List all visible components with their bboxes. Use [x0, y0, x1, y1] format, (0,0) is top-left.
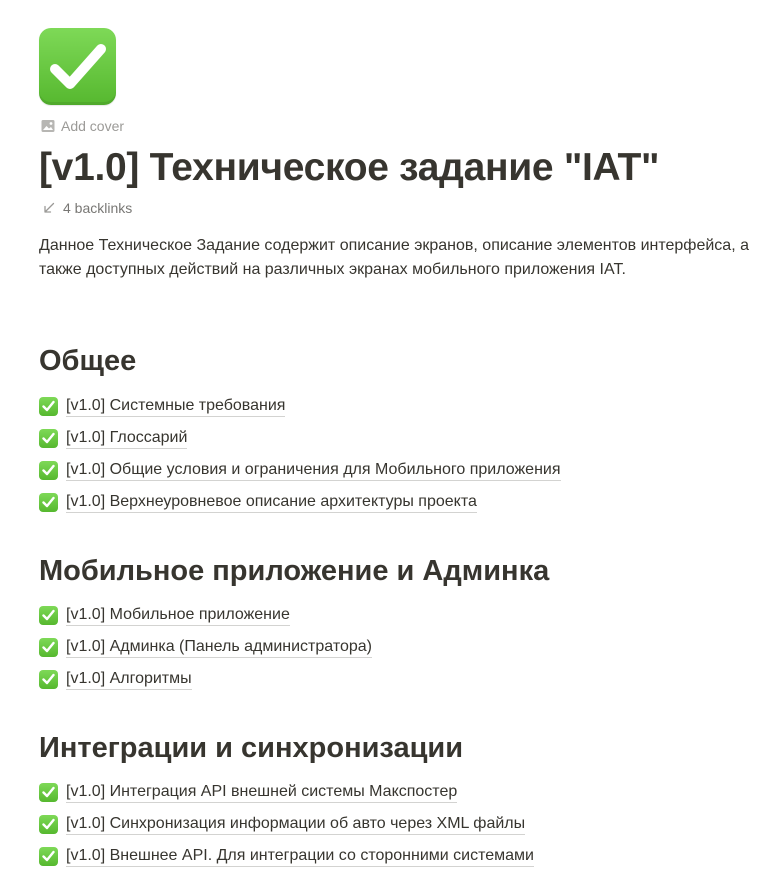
section-link-list — [39, 776, 534, 872]
white-check-mark-icon — [39, 638, 58, 657]
section-heading-integrations: Интеграции и синхронизации — [39, 732, 464, 764]
page-link-label: [v1.0] Админка (Панель администратора) — [66, 637, 372, 658]
white-check-mark-icon — [39, 606, 58, 625]
page-link-label: [v1.0] Мобильное приложение — [66, 605, 290, 626]
section-heading-general: Общее — [39, 345, 137, 377]
white-check-mark-icon — [39, 783, 58, 802]
page-title[interactable]: [v1.0] Техническое задание "IAT" — [39, 146, 660, 189]
arrow-down-left-icon — [43, 202, 55, 214]
page-link[interactable] — [39, 454, 561, 486]
page-link[interactable] — [39, 599, 372, 631]
page-link[interactable] — [39, 808, 534, 840]
page-link-label: [v1.0] Общие условия и ограничения для Мобильного приложения — [66, 460, 561, 481]
page-link-label: [v1.0] Интеграция API внешней системы Макспостер — [66, 782, 457, 803]
page-link-label: [v1.0] Системные требования — [66, 396, 285, 417]
page-link-label: [v1.0] Синхронизация информации об авто через XML файлы — [66, 814, 525, 835]
page-link-label: [v1.0] Верхнеуровневое описание архитектуры проекта — [66, 492, 477, 513]
section-link-list — [39, 599, 372, 695]
section-link-list — [39, 390, 561, 518]
image-icon — [41, 119, 55, 133]
white-check-mark-icon — [39, 670, 58, 689]
white-check-mark-icon — [39, 493, 58, 512]
page-link[interactable] — [39, 776, 534, 808]
white-check-mark-icon — [39, 397, 58, 416]
page-link[interactable] — [39, 631, 372, 663]
page-link[interactable] — [39, 486, 561, 518]
white-check-mark-icon — [39, 847, 58, 866]
backlinks-label: 4 backlinks — [63, 200, 133, 216]
section-heading-mobile-admin: Мобильное приложение и Админка — [39, 555, 550, 587]
backlinks-button[interactable] — [43, 200, 132, 216]
add-cover-label: Add cover — [61, 118, 125, 134]
page-link[interactable] — [39, 663, 372, 695]
page-link[interactable] — [39, 840, 534, 872]
white-check-mark-icon[interactable] — [39, 28, 116, 105]
add-cover-button[interactable] — [41, 118, 124, 134]
page-link-label: [v1.0] Алгоритмы — [66, 669, 192, 690]
page-link[interactable] — [39, 422, 561, 454]
page-description: Данное Техническое Задание содержит описание экранов, описание элементов интерфейса, а также доступных действий на различных экранах мобильного приложения IAT. — [39, 237, 749, 278]
white-check-mark-icon — [39, 429, 58, 448]
page-link-label: [v1.0] Внешнее API. Для интеграции со сторонними системами — [66, 846, 534, 867]
page-link-label: [v1.0] Глоссарий — [66, 428, 187, 449]
page-link[interactable] — [39, 390, 561, 422]
white-check-mark-icon — [39, 815, 58, 834]
white-check-mark-icon — [39, 461, 58, 480]
